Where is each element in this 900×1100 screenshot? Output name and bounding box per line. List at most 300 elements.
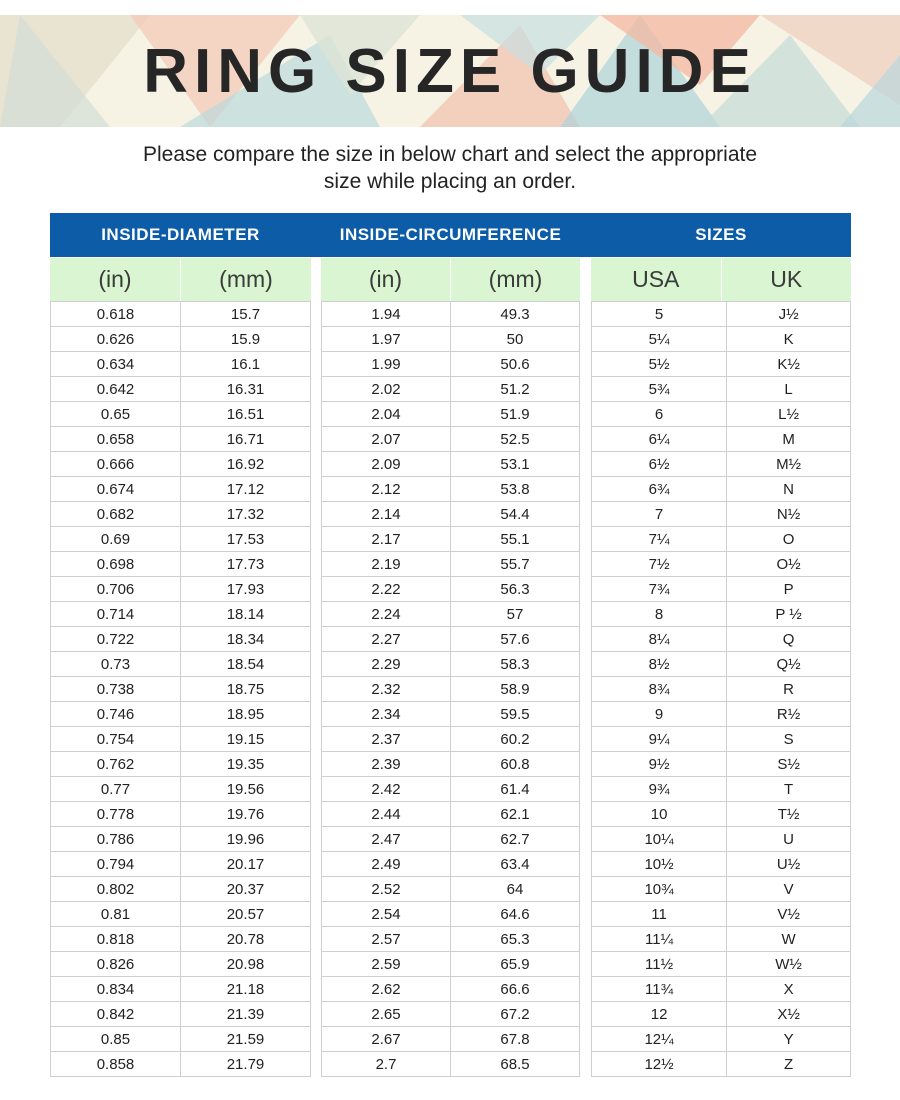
table-row [592, 952, 851, 977]
diameter-in-cell: 0.858 [51, 1052, 181, 1077]
diameter-mm-cell: 16.31 [181, 377, 311, 402]
table-row [592, 402, 851, 427]
diameter-in-cell: 0.826 [51, 952, 181, 977]
circumference-in-cell: 2.17 [322, 527, 451, 552]
uk-size-cell: T½ [727, 802, 851, 827]
circumference-mm-cell: 50 [451, 327, 580, 352]
circumference-mm-cell: 57 [451, 602, 580, 627]
usa-size-cell: 9¾ [592, 777, 727, 802]
table-row [322, 677, 580, 702]
circumference-in-cell: 2.47 [322, 827, 451, 852]
uk-size-cell: L½ [727, 402, 851, 427]
table-row [51, 827, 311, 852]
diameter-in-cell: 0.746 [51, 702, 181, 727]
table-row [592, 427, 851, 452]
circumference-in-cell: 2.14 [322, 502, 451, 527]
usa-size-cell: 10¼ [592, 827, 727, 852]
title-banner [0, 15, 900, 127]
table-row [51, 1052, 311, 1077]
diameter-mm-cell: 19.76 [181, 802, 311, 827]
diameter-table [50, 258, 311, 1077]
usa-size-cell: 10½ [592, 852, 727, 877]
table-row [322, 452, 580, 477]
diameter-mm-cell: 19.15 [181, 727, 311, 752]
diameter-mm-cell: 21.59 [181, 1027, 311, 1052]
uk-size-cell: S [727, 727, 851, 752]
table-row [322, 602, 580, 627]
circumference-mm-cell: 54.4 [451, 502, 580, 527]
inside-circumference-header: INSIDE-CIRCUMFERENCE [339, 225, 562, 244]
usa-size-cell: 6½ [592, 452, 727, 477]
table-row [592, 702, 851, 727]
table-row [592, 502, 851, 527]
circumference-mm-cell: 67.8 [451, 1027, 580, 1052]
sizes-subheader [591, 258, 851, 301]
diameter-in-cell: 0.722 [51, 627, 181, 652]
diameter-in-cell: 0.682 [51, 502, 181, 527]
table-row [592, 1052, 851, 1077]
usa-size-cell: 7½ [592, 552, 727, 577]
diameter-in-cell: 0.666 [51, 452, 181, 477]
table-row [592, 827, 851, 852]
table-row [592, 352, 851, 377]
table-row [51, 327, 311, 352]
circumference-in-cell: 2.12 [322, 477, 451, 502]
circumference-in-cell: 2.24 [322, 602, 451, 627]
instructions-line-2: size while placing an order. [323, 170, 577, 193]
circumference-mm-cell: 68.5 [451, 1052, 580, 1077]
diameter-mm-cell: 16.71 [181, 427, 311, 452]
page-title: RING SIZE GUIDE [143, 36, 757, 106]
table-row [51, 452, 311, 477]
usa-size-cell: 11 [592, 902, 727, 927]
uk-size-cell: P [727, 577, 851, 602]
diameter-mm-cell: 19.35 [181, 752, 311, 777]
diameter-in-subheader: (in) [50, 258, 181, 301]
diameter-in-cell: 0.698 [51, 552, 181, 577]
table-row [322, 477, 580, 502]
table-row [51, 927, 311, 952]
usa-size-cell: 6 [592, 402, 727, 427]
diameter-in-cell: 0.626 [51, 327, 181, 352]
table-row [51, 427, 311, 452]
table-row [51, 802, 311, 827]
usa-size-cell: 10¾ [592, 877, 727, 902]
diameter-in-cell: 0.834 [51, 977, 181, 1002]
table-row [592, 302, 851, 327]
circumference-in-cell: 2.19 [322, 552, 451, 577]
table-row [51, 302, 311, 327]
diameter-mm-cell: 20.78 [181, 927, 311, 952]
table-row [322, 627, 580, 652]
circumference-in-cell: 2.34 [322, 702, 451, 727]
usa-size-cell: 5½ [592, 352, 727, 377]
table-row [592, 677, 851, 702]
uk-size-cell: V½ [727, 902, 851, 927]
table-row [322, 827, 580, 852]
uk-size-cell: Q [727, 627, 851, 652]
circumference-subheader [321, 258, 580, 301]
table-row [51, 377, 311, 402]
uk-size-cell: M½ [727, 452, 851, 477]
circumference-mm-cell: 62.7 [451, 827, 580, 852]
table-row [51, 1027, 311, 1052]
instructions-text [0, 141, 900, 195]
circumference-mm-cell: 67.2 [451, 1002, 580, 1027]
uk-size-cell: S½ [727, 752, 851, 777]
uk-size-cell: U½ [727, 852, 851, 877]
circumference-mm-cell: 62.1 [451, 802, 580, 827]
circumference-mm-cell: 66.6 [451, 977, 580, 1002]
table-row [592, 577, 851, 602]
usa-size-cell: 11½ [592, 952, 727, 977]
uk-size-cell: R½ [727, 702, 851, 727]
circumference-mm-cell: 53.1 [451, 452, 580, 477]
diameter-mm-cell: 16.1 [181, 352, 311, 377]
table-row [322, 727, 580, 752]
table-row [592, 527, 851, 552]
diameter-mm-cell: 15.9 [181, 327, 311, 352]
uk-subheader: UK [770, 266, 803, 292]
table-row [592, 927, 851, 952]
diameter-mm-cell: 16.51 [181, 402, 311, 427]
uk-size-cell: L [727, 377, 851, 402]
sizes-data-table [591, 301, 851, 1077]
sizes-header: SIZES [695, 225, 747, 244]
circumference-mm-cell: 63.4 [451, 852, 580, 877]
table-row [322, 402, 580, 427]
usa-size-cell: 12 [592, 1002, 727, 1027]
circumference-in-cell: 2.49 [322, 852, 451, 877]
uk-size-cell: V [727, 877, 851, 902]
table-row [51, 677, 311, 702]
table-row [322, 802, 580, 827]
table-row [51, 652, 311, 677]
table-row [592, 877, 851, 902]
circumference-in-cell: 1.97 [322, 327, 451, 352]
diameter-in-cell: 0.754 [51, 727, 181, 752]
circumference-in-cell: 1.94 [322, 302, 451, 327]
circumference-in-cell: 2.52 [322, 877, 451, 902]
circumference-in-cell: 2.65 [322, 1002, 451, 1027]
table-row [322, 377, 580, 402]
table-row [51, 1002, 311, 1027]
diameter-mm-cell: 18.54 [181, 652, 311, 677]
table-row [592, 1027, 851, 1052]
usa-size-cell: 8¼ [592, 627, 727, 652]
diameter-mm-cell: 17.12 [181, 477, 311, 502]
usa-size-cell: 8 [592, 602, 727, 627]
table-row [592, 1002, 851, 1027]
table-row [51, 602, 311, 627]
usa-size-cell: 6¾ [592, 477, 727, 502]
usa-size-cell: 7 [592, 502, 727, 527]
circumference-in-subheader: (in) [321, 258, 451, 301]
diameter-in-cell: 0.674 [51, 477, 181, 502]
uk-size-cell: W½ [727, 952, 851, 977]
diameter-mm-cell: 20.57 [181, 902, 311, 927]
table-row [51, 402, 311, 427]
table-row [322, 427, 580, 452]
uk-size-cell: N [727, 477, 851, 502]
circumference-in-cell: 2.02 [322, 377, 451, 402]
diameter-in-cell: 0.65 [51, 402, 181, 427]
circumference-in-cell: 2.04 [322, 402, 451, 427]
table-row [592, 727, 851, 752]
circumference-mm-cell: 56.3 [451, 577, 580, 602]
circumference-mm-cell: 64 [451, 877, 580, 902]
circumference-mm-cell: 58.3 [451, 652, 580, 677]
table-row [322, 977, 580, 1002]
usa-size-cell: 5¼ [592, 327, 727, 352]
circumference-in-cell: 2.09 [322, 452, 451, 477]
circumference-in-cell: 2.27 [322, 627, 451, 652]
diameter-in-cell: 0.85 [51, 1027, 181, 1052]
circumference-in-cell: 2.59 [322, 952, 451, 977]
diameter-mm-cell: 18.95 [181, 702, 311, 727]
usa-size-cell: 7¾ [592, 577, 727, 602]
circumference-in-cell: 2.42 [322, 777, 451, 802]
diameter-mm-cell: 21.18 [181, 977, 311, 1002]
circumference-mm-cell: 65.3 [451, 927, 580, 952]
table-row [592, 777, 851, 802]
circumference-mm-cell: 51.2 [451, 377, 580, 402]
circumference-mm-cell: 60.2 [451, 727, 580, 752]
table-row [51, 577, 311, 602]
circumference-mm-cell: 50.6 [451, 352, 580, 377]
diameter-in-cell: 0.738 [51, 677, 181, 702]
uk-size-cell: K [727, 327, 851, 352]
circumference-mm-cell: 61.4 [451, 777, 580, 802]
circumference-mm-subheader: (mm) [488, 266, 543, 292]
circumference-in-cell: 2.32 [322, 677, 451, 702]
diameter-in-cell: 0.658 [51, 427, 181, 452]
table-row [592, 327, 851, 352]
table-row [322, 702, 580, 727]
inside-diameter-header: INSIDE-DIAMETER [101, 225, 260, 244]
usa-subheader: USA [591, 258, 722, 301]
diameter-mm-cell: 16.92 [181, 452, 311, 477]
table-row [51, 477, 311, 502]
circumference-in-cell: 2.7 [322, 1052, 451, 1077]
usa-size-cell: 11¼ [592, 927, 727, 952]
diameter-mm-cell: 19.56 [181, 777, 311, 802]
diameter-in-cell: 0.77 [51, 777, 181, 802]
table-row [51, 702, 311, 727]
table-row [51, 752, 311, 777]
uk-size-cell: Q½ [727, 652, 851, 677]
circumference-table [321, 258, 580, 1077]
table-row [51, 977, 311, 1002]
circumference-data-table [321, 301, 580, 1077]
usa-size-cell: 8¾ [592, 677, 727, 702]
uk-size-cell: M [727, 427, 851, 452]
table-row [51, 627, 311, 652]
diameter-mm-cell: 17.93 [181, 577, 311, 602]
table-header-bar [50, 213, 851, 257]
circumference-mm-cell: 65.9 [451, 952, 580, 977]
diameter-in-cell: 0.618 [51, 302, 181, 327]
circumference-in-cell: 2.22 [322, 577, 451, 602]
table-row [51, 352, 311, 377]
diameter-in-cell: 0.794 [51, 852, 181, 877]
uk-size-cell: K½ [727, 352, 851, 377]
table-row [322, 852, 580, 877]
table-row [322, 902, 580, 927]
uk-size-cell: P ½ [727, 602, 851, 627]
circumference-mm-cell: 59.5 [451, 702, 580, 727]
diameter-mm-cell: 17.32 [181, 502, 311, 527]
circumference-in-cell: 1.99 [322, 352, 451, 377]
table-row [322, 927, 580, 952]
circumference-mm-cell: 53.8 [451, 477, 580, 502]
table-row [322, 777, 580, 802]
table-row [322, 352, 580, 377]
table-row [51, 877, 311, 902]
table-row [592, 802, 851, 827]
diameter-mm-cell: 20.98 [181, 952, 311, 977]
circumference-in-cell: 2.54 [322, 902, 451, 927]
table-row [592, 602, 851, 627]
circumference-in-cell: 2.37 [322, 727, 451, 752]
circumference-mm-cell: 64.6 [451, 902, 580, 927]
table-row [592, 752, 851, 777]
diameter-mm-cell: 21.79 [181, 1052, 311, 1077]
circumference-mm-cell: 60.8 [451, 752, 580, 777]
diameter-in-cell: 0.842 [51, 1002, 181, 1027]
circumference-in-cell: 2.57 [322, 927, 451, 952]
diameter-mm-cell: 19.96 [181, 827, 311, 852]
diameter-data-table [50, 301, 311, 1077]
table-row [51, 727, 311, 752]
uk-size-cell: J½ [727, 302, 851, 327]
diameter-mm-cell: 17.73 [181, 552, 311, 577]
diameter-in-cell: 0.69 [51, 527, 181, 552]
table-row [322, 1027, 580, 1052]
uk-size-cell: O½ [727, 552, 851, 577]
circumference-mm-cell: 49.3 [451, 302, 580, 327]
sizes-table [591, 258, 851, 1077]
table-row [592, 552, 851, 577]
uk-size-cell: T [727, 777, 851, 802]
table-row [51, 777, 311, 802]
diameter-in-cell: 0.802 [51, 877, 181, 902]
uk-size-cell: R [727, 677, 851, 702]
table-row [322, 1002, 580, 1027]
uk-size-cell: N½ [727, 502, 851, 527]
usa-size-cell: 5 [592, 302, 727, 327]
table-row [322, 552, 580, 577]
diameter-mm-subheader: (mm) [219, 266, 273, 292]
table-row [592, 852, 851, 877]
table-row [51, 852, 311, 877]
diameter-subheader [50, 258, 311, 301]
usa-size-cell: 11¾ [592, 977, 727, 1002]
usa-size-cell: 8½ [592, 652, 727, 677]
table-row [51, 952, 311, 977]
circumference-mm-cell: 55.7 [451, 552, 580, 577]
table-row [592, 902, 851, 927]
diameter-mm-cell: 20.37 [181, 877, 311, 902]
table-row [592, 452, 851, 477]
uk-size-cell: X [727, 977, 851, 1002]
diameter-in-cell: 0.81 [51, 902, 181, 927]
circumference-in-cell: 2.44 [322, 802, 451, 827]
uk-size-cell: Z [727, 1052, 851, 1077]
table-row [322, 327, 580, 352]
diameter-in-cell: 0.762 [51, 752, 181, 777]
diameter-in-cell: 0.818 [51, 927, 181, 952]
diameter-mm-cell: 15.7 [181, 302, 311, 327]
diameter-in-cell: 0.73 [51, 652, 181, 677]
table-row [592, 977, 851, 1002]
uk-size-cell: X½ [727, 1002, 851, 1027]
diameter-in-cell: 0.706 [51, 577, 181, 602]
circumference-in-cell: 2.29 [322, 652, 451, 677]
diameter-mm-cell: 18.75 [181, 677, 311, 702]
table-row [322, 877, 580, 902]
diameter-in-cell: 0.786 [51, 827, 181, 852]
usa-size-cell: 12¼ [592, 1027, 727, 1052]
diameter-in-cell: 0.634 [51, 352, 181, 377]
circumference-in-cell: 2.07 [322, 427, 451, 452]
table-row [322, 652, 580, 677]
table-row [322, 502, 580, 527]
diameter-in-cell: 0.714 [51, 602, 181, 627]
usa-size-cell: 7¼ [592, 527, 727, 552]
circumference-mm-cell: 51.9 [451, 402, 580, 427]
circumference-mm-cell: 58.9 [451, 677, 580, 702]
usa-size-cell: 9½ [592, 752, 727, 777]
circumference-in-cell: 2.67 [322, 1027, 451, 1052]
usa-size-cell: 9 [592, 702, 727, 727]
diameter-mm-cell: 18.14 [181, 602, 311, 627]
table-row [51, 902, 311, 927]
diameter-in-cell: 0.778 [51, 802, 181, 827]
uk-size-cell: O [727, 527, 851, 552]
usa-size-cell: 9¼ [592, 727, 727, 752]
circumference-mm-cell: 57.6 [451, 627, 580, 652]
circumference-mm-cell: 52.5 [451, 427, 580, 452]
uk-size-cell: Y [727, 1027, 851, 1052]
usa-size-cell: 5¾ [592, 377, 727, 402]
table-row [51, 552, 311, 577]
usa-size-cell: 12½ [592, 1052, 727, 1077]
diameter-in-cell: 0.642 [51, 377, 181, 402]
table-row [322, 1052, 580, 1077]
uk-size-cell: U [727, 827, 851, 852]
table-row [592, 477, 851, 502]
diameter-mm-cell: 18.34 [181, 627, 311, 652]
table-row [51, 502, 311, 527]
table-row [322, 752, 580, 777]
table-row [322, 952, 580, 977]
table-row [322, 577, 580, 602]
table-row [592, 377, 851, 402]
usa-size-cell: 10 [592, 802, 727, 827]
table-row [51, 527, 311, 552]
table-row [322, 302, 580, 327]
circumference-in-cell: 2.62 [322, 977, 451, 1002]
diameter-mm-cell: 20.17 [181, 852, 311, 877]
circumference-in-cell: 2.39 [322, 752, 451, 777]
table-row [592, 652, 851, 677]
circumference-mm-cell: 55.1 [451, 527, 580, 552]
uk-size-cell: W [727, 927, 851, 952]
instructions-line-1: Please compare the size in below chart and select the appropriate [142, 143, 758, 166]
diameter-mm-cell: 17.53 [181, 527, 311, 552]
diameter-mm-cell: 21.39 [181, 1002, 311, 1027]
